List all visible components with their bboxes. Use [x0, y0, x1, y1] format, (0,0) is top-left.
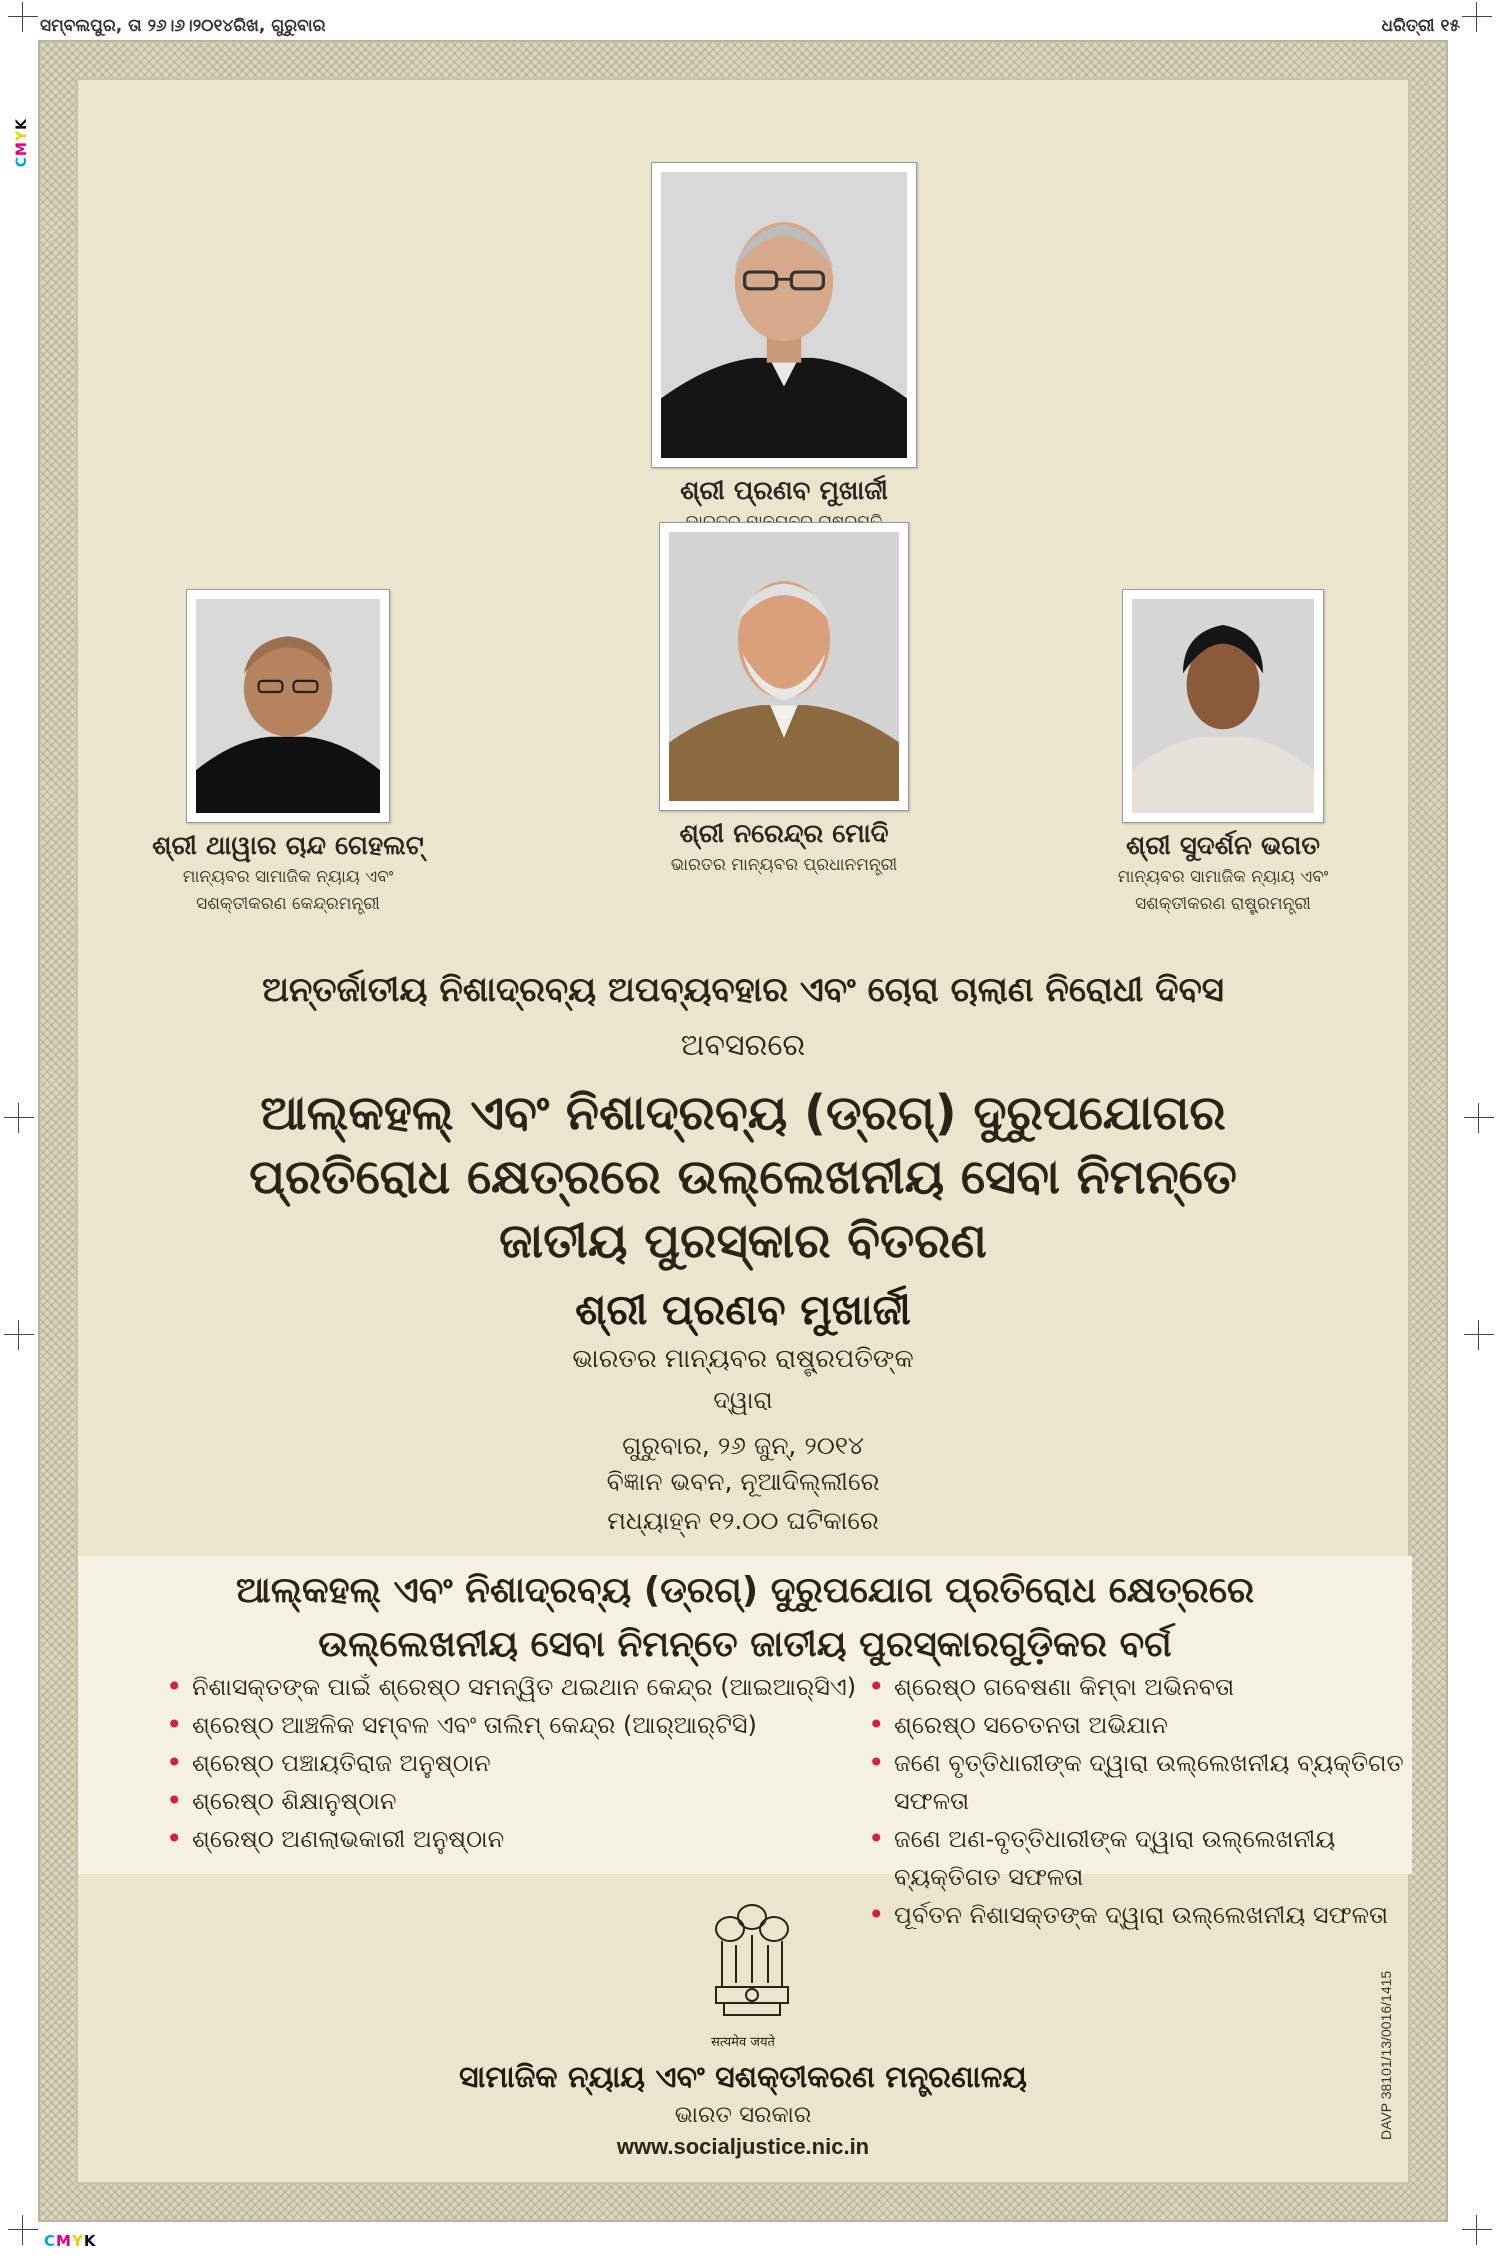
state-minister-title-line2: ସଶକ୍ତୀକରଣ ରାଷ୍ଟ୍ରମନ୍ତ୍ରୀ	[1135, 893, 1311, 914]
event-venue: ବିଜ୍ଞାନ ଭବନ, ନୂଆଦିଲ୍ଲୀରେ	[606, 1467, 880, 1497]
president-name: ଶ୍ରୀ ପ୍ରଣବ ମୁଖାର୍ଜୀ	[680, 476, 888, 506]
event-details	[78, 1428, 1408, 1501]
crop-mark	[4, 1320, 34, 1350]
crop-mark	[1464, 1320, 1494, 1350]
list-item: • ଶ୍ରେଷ୍ଠ ପଞ୍ଚାୟତିରାଜ ଅନୁଷ୍ଠାନ	[166, 1744, 856, 1782]
state-minister-title-line1: ମାନ୍ୟବର ସାମାଜିକ ନ୍ୟାୟ ଏବଂ	[1117, 866, 1329, 887]
occasion-text: ଅବସରରେ	[680, 1028, 806, 1063]
presenter-title: ଭାରତର ମାନ୍ୟବର ରାଷ୍ଟ୍ରପତିଙ୍କ	[572, 1344, 914, 1374]
crop-mark	[1462, 2215, 1492, 2245]
list-item: • ଶ୍ରେଷ୍ଠ ସଚେତନତା ଅଭିଯାନ	[868, 1706, 1412, 1744]
state-minister-name: ଶ୍ରୀ ସୁଦର୍ଶନ ଭଗତ	[1126, 831, 1320, 861]
ministry-name: ସାମାଜିକ ନ୍ୟାୟ ଏବଂ ସଶକ୍ତୀକରଣ ମନ୍ତ୍ରଣାଳୟ	[459, 2060, 1027, 2095]
list-item: • ଶ୍ରେଷ୍ଠ ଶିକ୍ଷାନୁଷ୍ଠାନ	[166, 1782, 856, 1820]
list-item: • ଜଣେ ଅଣ-ବୃତ୍ତିଧାରୀଙ୍କ ଦ୍ୱାରା ଉଲ୍ଲେଖନୀୟ ବ୍ୟକ୍ତିଗତ ସଫଳତା	[868, 1820, 1412, 1896]
list-item: • ଜଣେ ବୃତ୍ତିଧାରୀଙ୍କ ଦ୍ୱାରା ଉଲ୍ଲେଖନୀୟ ବ୍ୟକ୍ତିଗତ ସଫଳତା	[868, 1744, 1412, 1820]
crop-mark	[1464, 1103, 1494, 1133]
crop-mark	[8, 2215, 38, 2245]
categories-heading-line1: ଆଲ୍‌କହଲ୍ ଏବଂ ନିଶାଦ୍ରବ୍ୟ (ଡ୍ରଗ୍) ଦୁରୁପଯୋଗ ପ୍ରତିରୋଧ କ୍ଷେତ୍ରରେ	[235, 1570, 1255, 1611]
crop-mark	[4, 1103, 34, 1133]
categories-heading	[78, 1564, 1412, 1672]
newspaper-header	[40, 12, 1460, 40]
advertisement-body	[76, 78, 1410, 2184]
union-minister-title-line1: ମାନ୍ୟବର ସାମାଜିକ ନ୍ୟାୟ ଏବଂ	[182, 866, 394, 887]
prime-minister-caption	[584, 818, 984, 879]
state-minister-caption	[1053, 830, 1393, 918]
header-date-line: ସମ୍ବଲପୁର, ତା ୨୬।୬।୨୦୧୪ରିଖ, ଗୁରୁବାର	[40, 16, 326, 36]
award-title	[78, 1082, 1408, 1273]
state-minister-photo	[1122, 589, 1324, 823]
prime-minister-title: ଭାରତର ମାନ୍ୟବର ପ୍ରଧାନମନ୍ତ୍ରୀ	[670, 854, 898, 875]
presenter-name: ଶ୍ରୀ ପ୍ରଣବ ମୁଖାର୍ଜୀ	[575, 1285, 911, 1334]
cmyk-print-mark-bottom: CMYK	[44, 2232, 97, 2250]
categories-left-list	[166, 1668, 856, 1858]
event-date: ଗୁରୁବାର, ୨୬ ଜୁନ୍, ୨୦୧୪	[622, 1431, 864, 1460]
categories-right-list	[868, 1668, 1412, 1934]
president-photo	[651, 162, 917, 468]
national-emblem-icon	[702, 1895, 802, 2055]
crop-mark	[8, 2, 38, 32]
award-title-line2: ପ୍ରତିରୋଧ କ୍ଷେତ୍ରରେ ଉଲ୍ଲେଖନୀୟ ସେବା ନିମନ୍ତେ	[249, 1148, 1237, 1205]
crop-mark	[1462, 2, 1492, 32]
union-minister-title-line2: ସଶକ୍ତୀକରଣ କେନ୍ଦ୍ରମନ୍ତ୍ରୀ	[196, 893, 380, 914]
prime-minister-name: ଶ୍ରୀ ନରେନ୍ଦ୍ର ମୋଦି	[679, 819, 889, 849]
header-page-number: ଧରିତ୍ରୀ ୧୫	[1381, 16, 1460, 36]
union-minister-name: ଶ୍ରୀ ଥାୱାର ଚାନ୍ଦ ଗେହଲଟ୍	[152, 831, 424, 861]
award-title-line1: ଆଲ୍‌କହଲ୍ ଏବଂ ନିଶାଦ୍ରବ୍ୟ (ଡ୍ରଗ୍) ଦୁରୁପଯୋଗର	[260, 1085, 1226, 1141]
union-minister-photo	[186, 589, 390, 823]
by-word: ଦ୍ୱାରା	[713, 1386, 773, 1414]
cmyk-print-mark: CMYK	[14, 118, 30, 168]
prime-minister-photo	[659, 522, 909, 811]
categories-heading-line2: ଉଲ୍ଲେଖନୀୟ ସେବା ନିମନ୍ତେ ଜାତୀୟ ପୁରସ୍କାରଗୁଡ଼ିକର ବର୍ଗ	[318, 1624, 1172, 1665]
list-item: • ଶ୍ରେଷ୍ଠ ଆଞ୍ଚଳିକ ସମ୍ବଳ ଏବଂ ତାଲିମ୍ କେନ୍ଦ୍ର (ଆର୍‌ଆର୍‌ଟିସି)	[166, 1706, 856, 1744]
government-name: ଭାରତ ସରକାର	[674, 2102, 812, 2128]
event-time: ମଧ୍ୟାହ୍ନ ୧୨.୦୦ ଘଟିକାରେ	[607, 1506, 879, 1535]
advertisement-frame	[38, 40, 1448, 2222]
union-minister-caption	[118, 830, 458, 918]
list-item: • ପୂର୍ବତନ ନିଶାସକ୍ତଙ୍କ ଦ୍ୱାରା ଉଲ୍ଲେଖନୀୟ ସଫଳତା	[868, 1896, 1412, 1934]
list-item: • ଶ୍ରେଷ୍ଠ ଗବେଷଣା କିମ୍ବା ଅଭିନବତା	[868, 1668, 1412, 1706]
event-heading: ଅନ୍ତର୍ଜାତୀୟ ନିଶାଦ୍ରବ୍ୟ ଅପବ୍ୟବହାର ଏବଂ ଚୋରା ଚାଲାଣ ନିରୋଧୀ ଦିବସ	[262, 970, 1224, 1010]
list-item: • ଶ୍ରେଷ୍ଠ ଅଣଲାଭକାରୀ ଅନୁଷ୍ଠାନ	[166, 1820, 856, 1858]
award-categories	[78, 1556, 1412, 1929]
website-link[interactable]: www.socialjustice.nic.in	[616, 2134, 870, 2159]
emblem-motto: सत्यमेव जयते	[711, 2035, 775, 2050]
award-title-line3: ଜାତୀୟ ପୁରସ୍କାର ବିତରଣ	[499, 1212, 987, 1269]
list-item: • ନିଶାସକ୍ତଙ୍କ ପାଇଁ ଶ୍ରେଷ୍ଠ ସମନ୍ୱିତ ଥଇଥାନ କେନ୍ଦ୍ର (ଆଇଆର୍‌ସିଏ)	[166, 1668, 856, 1706]
davp-code: DAVP 38101/13/0016/1415	[1378, 1970, 1394, 2140]
